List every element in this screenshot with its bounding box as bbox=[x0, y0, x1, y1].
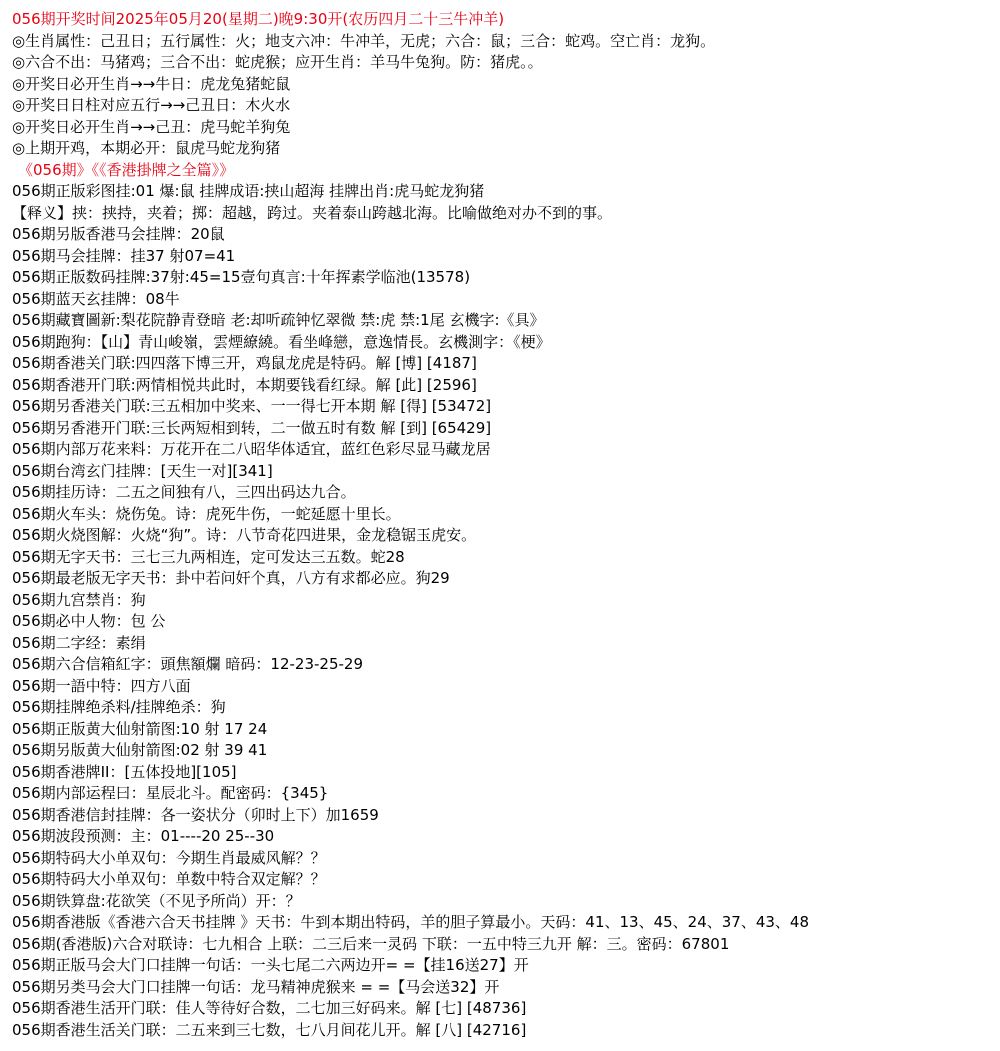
highlight-line: 《056期》《《香港掛牌之全篇》》 bbox=[18, 160, 235, 179]
text-line: 056期另版香港马会挂牌：20鼠 bbox=[12, 225, 225, 243]
text-line: 056期蓝天玄挂牌：08牛 bbox=[12, 289, 180, 308]
text-line: 056期另类马会大门口挂牌一句话：龙马精神虎猴来 = =【马会送32】开 bbox=[12, 977, 500, 996]
text-line: 056期香港信封挂牌：各一姿状分（卯时上下）加1659 bbox=[12, 805, 379, 824]
text-line: 056期香港生活开门联：佳人等待好合数，二七加三好码来。解 [七] [48736] bbox=[12, 999, 527, 1017]
text-line: 056期必中人物：包 公 bbox=[12, 612, 166, 630]
text-line: 056期特码大小单双句：单数中特合双定解？？ bbox=[12, 870, 326, 888]
text-line: 056期特码大小单双句：今期生肖最威风解？？ bbox=[12, 848, 326, 867]
text-line: 056期一語中特：四方八面 bbox=[12, 676, 191, 695]
text-line: 056期正版黄大仙射箭图:10 射 17 24 bbox=[12, 719, 268, 738]
text-line: 056期(香港版)六合对联诗：七九相合 上联：二三后来一灵码 下联：一五中特三九开 解：三。密码：67801 bbox=[12, 934, 730, 953]
text-line: 056期正版马会大门口挂牌一句话：一头七尾二六两边开= =【挂16送27】开 bbox=[12, 956, 529, 974]
text-line: 056期波段预测：主：01----20 25--30 bbox=[12, 827, 275, 845]
text-line: 056期火烧图解：火烧“狗”。诗：八节奇花四进果，金龙稳锯玉虎安。 bbox=[12, 526, 477, 544]
text-line: 056期九宫禁肖：狗 bbox=[12, 590, 146, 609]
text-line: 056期另版黄大仙射箭图:02 射 39 41 bbox=[12, 741, 268, 759]
text-line: 056期香港生活关门联：二五来到三七数，七八月间花儿开。解 [八] [42716] bbox=[12, 1020, 527, 1039]
text-line: 056期挂牌绝杀料/挂牌绝杀：狗 bbox=[12, 698, 226, 716]
text-line: 056期另香港关门联:三五相加中奖来、一一得七开本期 解 [得] [53472] bbox=[12, 397, 492, 415]
text-line: 056期台湾玄门挂牌：[天生一对][341] bbox=[12, 461, 273, 480]
text-line: 056期二字经：素绢 bbox=[12, 633, 146, 652]
text-line: ◎生肖属性：己丑日；五行属性：火；地支六冲：牛冲羊，无虎；六合：鼠；三合：蛇鸡。空亡肖：龙狗。 bbox=[12, 31, 716, 50]
text-line: ◎开奖日必开生肖→→牛日：虎龙兔猪蛇鼠 bbox=[12, 74, 291, 93]
text-line: 056期火车头：烧伤兔。诗：虎死牛伤，一蛇延愿十里长。 bbox=[12, 504, 401, 523]
text-line: ◎开奖日日柱对应五行→→己丑日：木火水 bbox=[12, 96, 291, 114]
text-line: ◎上期开鸡，本期必开：鼠虎马蛇龙狗猪 bbox=[12, 139, 281, 157]
document-page bbox=[12, 9, 992, 1041]
text-line: 056期无字天书：三七三九两相连，定可发达三五数。蛇28 bbox=[12, 547, 405, 566]
text-line: 056期最老版无字天书：卦中若问奸个真，八方有求都必应。狗29 bbox=[12, 569, 450, 587]
text-line: 056期六合信箱紅字：頭焦額爛 暗码：12-23-25-29 bbox=[12, 655, 363, 673]
text-line: 【释义】挟：挟持，夹着；掷：超越，跨过。夹着泰山跨越北海。比喻做绝对办不到的事。 bbox=[12, 203, 613, 222]
text-line: 056期香港关门联:四四落下博三开，鸡鼠龙虎是特码。解 [博] [4187] bbox=[12, 354, 477, 372]
highlight-line: 056期开奖时间2025年05月20(星期二)晚9:30开(农历四月二十三牛冲羊) bbox=[12, 10, 505, 28]
text-line: 056期另香港开门联:三长两短相到转，二一做五时有数 解 [到] [65429] bbox=[12, 418, 492, 437]
text-line: 056期内部万花来料：万花开在二八昭华体适宜，蓝红色彩尽显马藏龙居 bbox=[12, 440, 491, 458]
text-line: 056期内部运程曰：星辰北斗。配密码：{345} bbox=[12, 784, 329, 802]
text-line: 056期香港版《香港六合天书挂牌 》天书：牛到本期出特码，羊的胆子算最小。天码：41、13、45、24、37、43、48 bbox=[12, 913, 810, 931]
text-line: ◎六合不出：马猪鸡；三合不出：蛇虎猴；应开生肖：羊马牛兔狗。防：猪虎。。 bbox=[12, 53, 543, 71]
text-line: 056期香港牌II：[五体投地][105] bbox=[12, 762, 237, 781]
text-line: 056期藏寶圖新:梨花院静青登暗 老:却听疏钟忆翠微 禁:虎 禁:1尾 玄機字:《具》 bbox=[12, 311, 545, 329]
text-line: 056期马会挂牌：挂37 射07=41 bbox=[12, 246, 236, 265]
text-line: 056期正版彩图挂:01 爆:鼠 挂牌成语:挟山超海 挂牌出肖:虎马蛇龙狗猪 bbox=[12, 182, 485, 200]
text-line: 056期铁算盘:花欲笑（不见予所尚）开：？ bbox=[12, 891, 301, 910]
text-line: 056期香港开门联:两情相悦共此时，本期要钱看红绿。解 [此] [2596] bbox=[12, 375, 477, 394]
text-line: ◎开奖日必开生肖→→己丑：虎马蛇羊狗兔 bbox=[12, 117, 291, 136]
text-line: 056期跑狗：【山】青山峻嶺，雲煙繚繞。看坐峰戀，意逸情長。玄機測字：《梗》 bbox=[12, 332, 551, 351]
text-line: 056期挂历诗：二五之间独有八，三四出码达九合。 bbox=[12, 483, 356, 501]
text-line: 056期正版数码挂牌:37射:45=15壹句真言:十年挥素学临池(13578) bbox=[12, 268, 471, 286]
